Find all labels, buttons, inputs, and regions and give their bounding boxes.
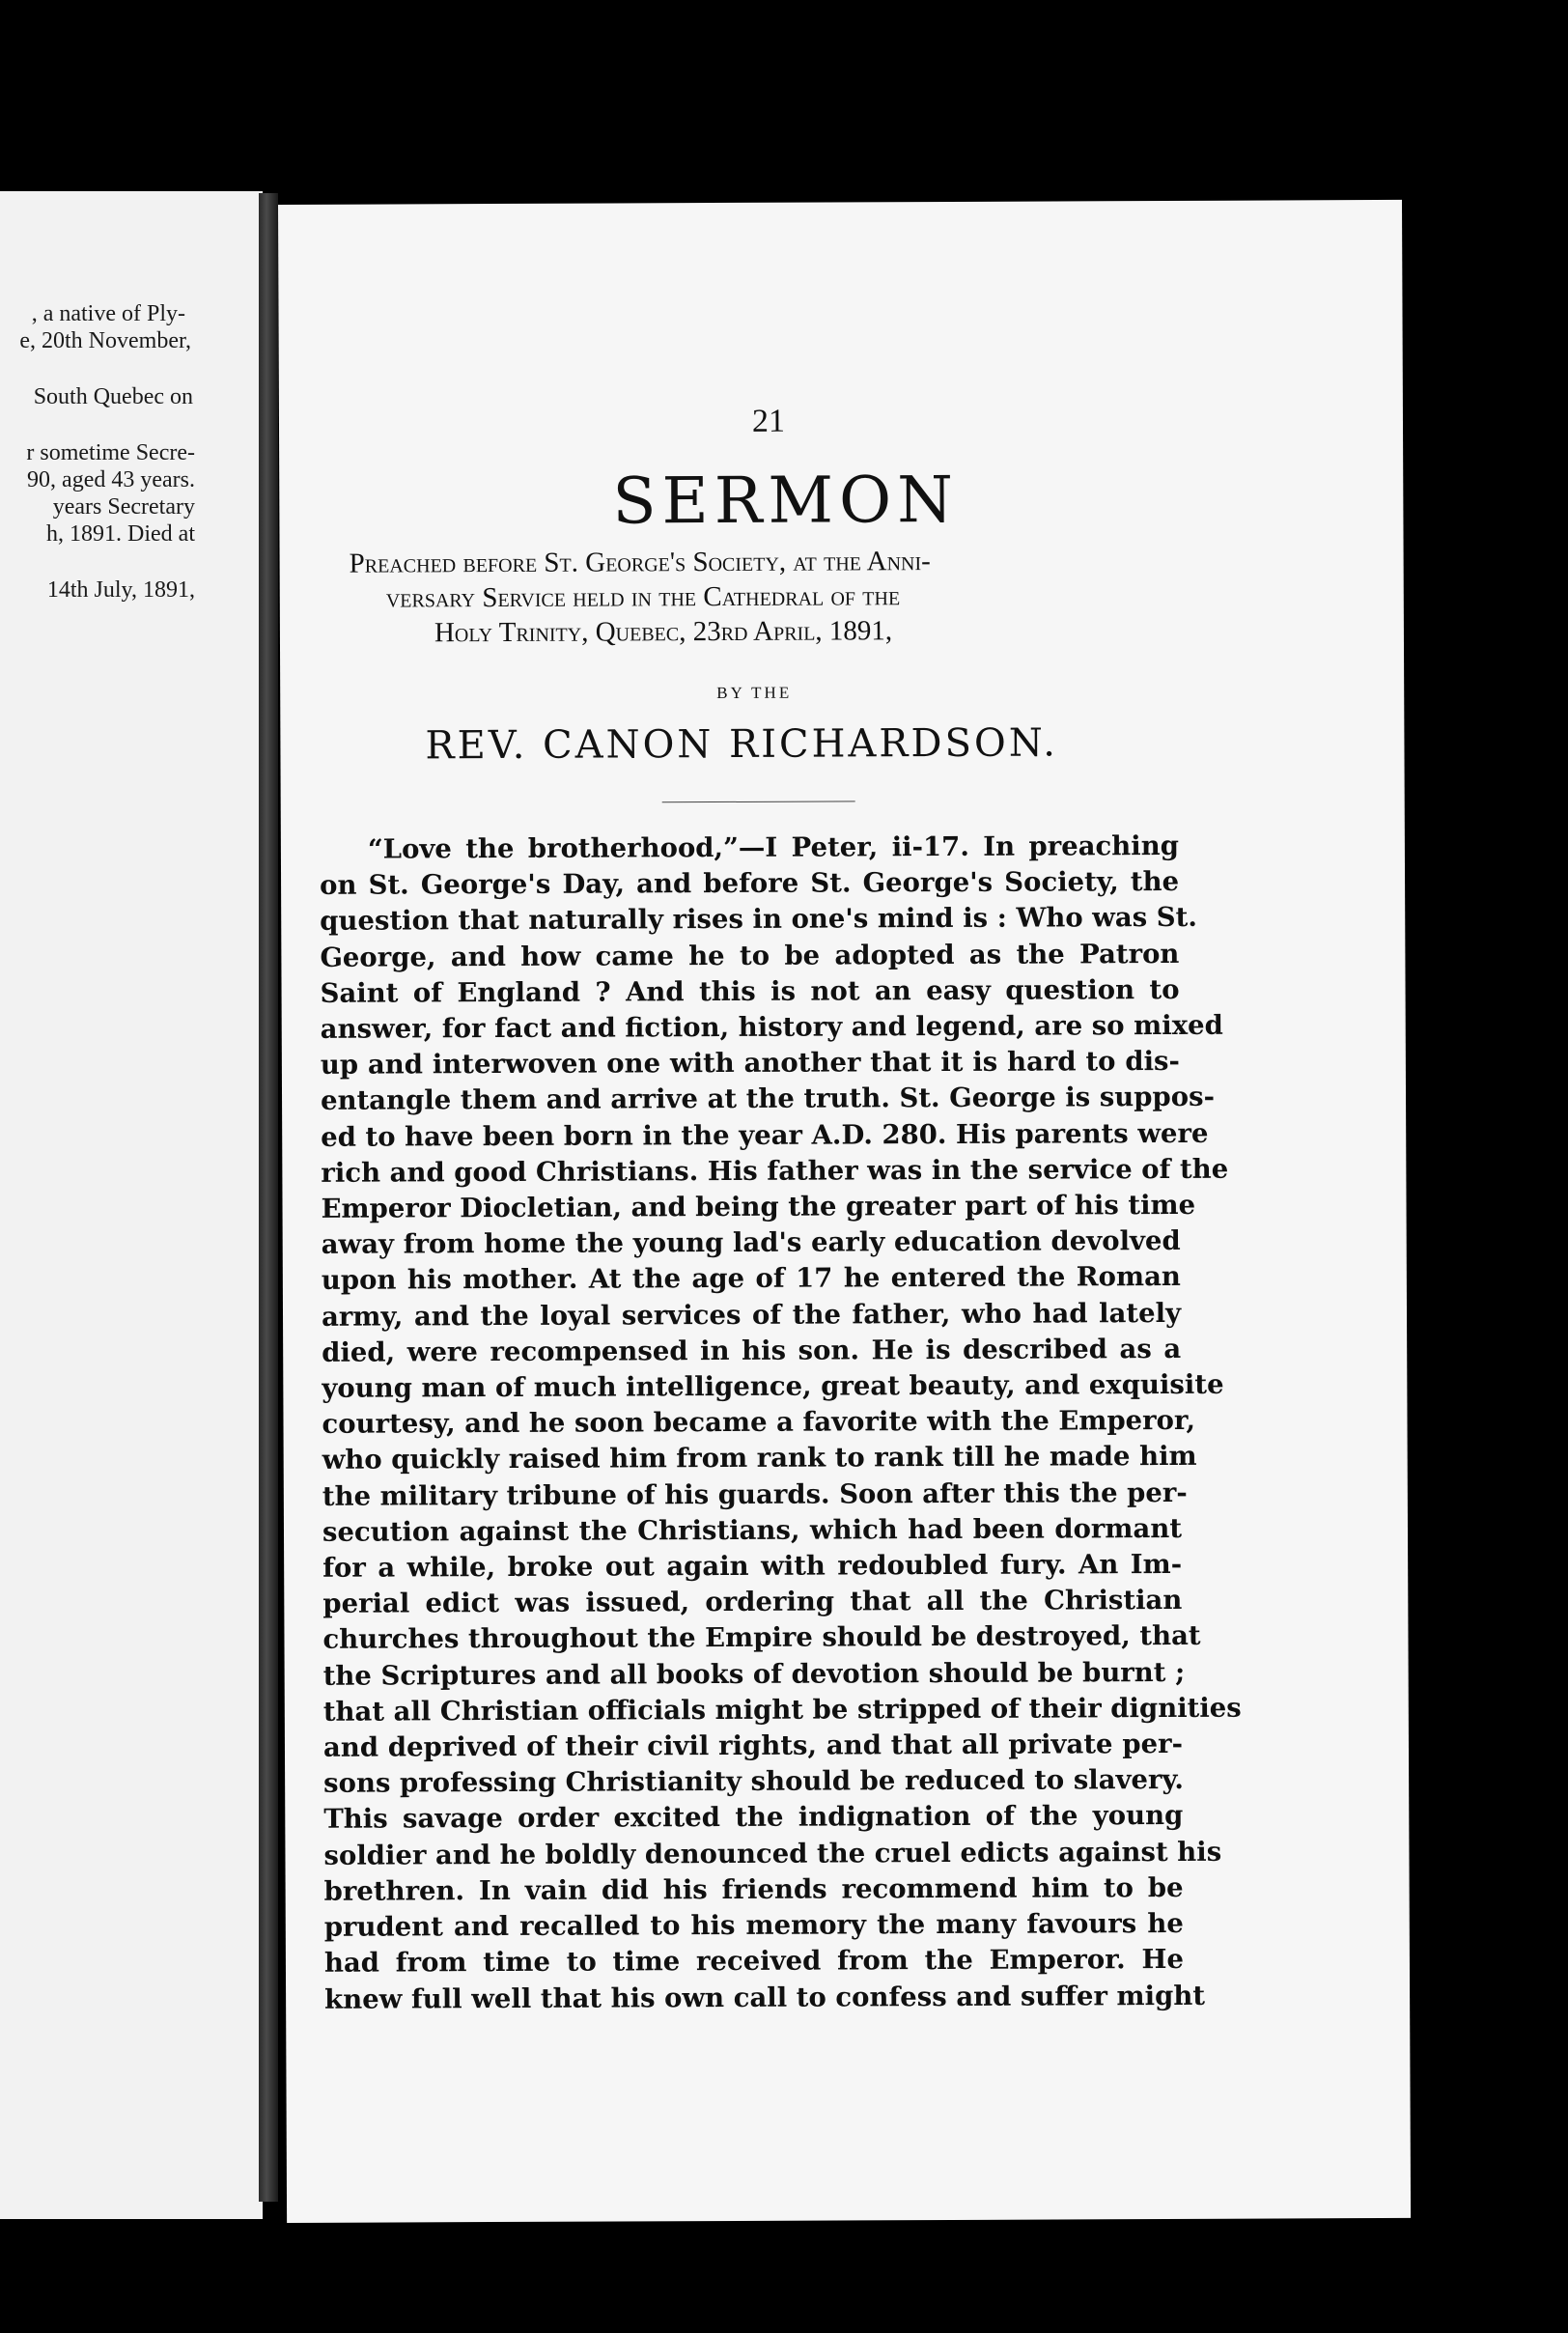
author-name: REV. CANON RICHARDSON. bbox=[425, 720, 1059, 769]
body-line: answer, for fact and fiction, history and legend, are so mixed bbox=[320, 1009, 1223, 1045]
body-line: George, and how came he to be adopted as the Patron bbox=[320, 938, 1180, 973]
left-page-line: , a native of Ply- bbox=[31, 301, 185, 326]
left-page-line: e, 20th November, bbox=[19, 328, 191, 353]
body-line: rich and good Christians. His father was in the service of the bbox=[321, 1153, 1229, 1189]
body-line: for a while, broke out again with redoubled fury. An Im- bbox=[322, 1548, 1183, 1584]
body-line: courtesy, and he soon became a favorite with the Emperor, bbox=[322, 1405, 1196, 1441]
body-line: that all Christian officials might be stripped of their dignities bbox=[322, 1692, 1242, 1728]
body-line: died, were recompensed in his son. He is described as a bbox=[322, 1333, 1182, 1368]
left-page-line: r sometime Secre- bbox=[26, 440, 195, 465]
left-page-fragment bbox=[0, 191, 263, 2219]
by-line: BY THE bbox=[716, 683, 793, 703]
body-line: had from time to time received from the Emperor. He bbox=[323, 1944, 1185, 1980]
sermon-title: SERMON bbox=[612, 462, 960, 539]
body-line: Saint of England ? And this is not an easy question to bbox=[320, 973, 1180, 1009]
body-line: on St. George's Day, and before St. George's Society, the bbox=[320, 866, 1180, 902]
left-page-line: South Quebec on bbox=[33, 384, 193, 409]
body-line: the military tribune of his guards. Soon after this the per- bbox=[322, 1476, 1188, 1512]
subtitle-line: Holy Trinity, Quebec, 23rd April, 1891, bbox=[434, 615, 893, 649]
left-page-line: 90, aged 43 years. bbox=[27, 467, 195, 492]
body-line: army, and the loyal services of the father, who had lately bbox=[321, 1297, 1182, 1333]
body-line: secution against the Christians, which had been dormant bbox=[322, 1512, 1183, 1548]
book-gutter bbox=[259, 193, 278, 2202]
body-line: up and interwoven one with another that it is hard to dis- bbox=[320, 1046, 1180, 1082]
body-line: perial edict was issued, ordering that all the Christian bbox=[322, 1585, 1183, 1620]
body-line: soldier and he boldly denounced the cruel edicts against his bbox=[323, 1836, 1222, 1871]
page-number: 21 bbox=[751, 403, 786, 439]
left-page-line: years Secretary bbox=[52, 494, 195, 520]
body-line: away from home the young lad's early education devolved bbox=[321, 1225, 1181, 1261]
sermon-body bbox=[320, 829, 1242, 2018]
left-page-line: h, 1891. Died at bbox=[46, 521, 195, 547]
body-line: churches throughout the Empire should be destroyed, that bbox=[322, 1620, 1201, 1656]
body-line: upon his mother. At the age of 17 he entered the Roman bbox=[321, 1261, 1181, 1297]
body-line: and deprived of their civil rights, and that all private per- bbox=[322, 1729, 1184, 1763]
body-line: prudent and recalled to his memory the many favours he bbox=[323, 1908, 1184, 1943]
body-line: knew full well that his own call to confess and suffer might bbox=[324, 1980, 1206, 2015]
body-line: Emperor Diocletian, and being the greater part of his time bbox=[321, 1189, 1196, 1224]
body-line: the Scriptures and all books of devotion should be burnt ; bbox=[322, 1656, 1186, 1692]
left-page-line: 14th July, 1891, bbox=[46, 577, 195, 603]
body-line: who quickly raised him from rank to rank till he made him bbox=[322, 1441, 1197, 1476]
body-line: brethren. In vain did his friends recommend him to be bbox=[323, 1871, 1184, 1907]
subtitle-line: Preached before St. George's Society, at the Anni- bbox=[349, 546, 931, 579]
body-line: entangle them and arrive at the truth. St. George is suppos- bbox=[320, 1082, 1216, 1117]
body-line: young man of much intelligence, great beauty, and exquisite bbox=[322, 1368, 1224, 1404]
subtitle-line: versary Service held in the Cathedral of the bbox=[385, 580, 901, 614]
body-line: question that naturally rises in one's mind is : Who was St. bbox=[320, 902, 1197, 938]
divider-rule bbox=[662, 801, 855, 802]
right-page bbox=[278, 200, 1411, 2223]
body-line: “Love the brotherhood,”—I Peter, ii-17. In preaching bbox=[367, 829, 1179, 865]
body-line: This savage order excited the indignation of the young bbox=[323, 1800, 1184, 1836]
body-line: ed to have been born in the year A.D. 280. His parents were bbox=[321, 1117, 1209, 1153]
body-line: sons professing Christianity should be reduced to slavery. bbox=[323, 1764, 1184, 1800]
